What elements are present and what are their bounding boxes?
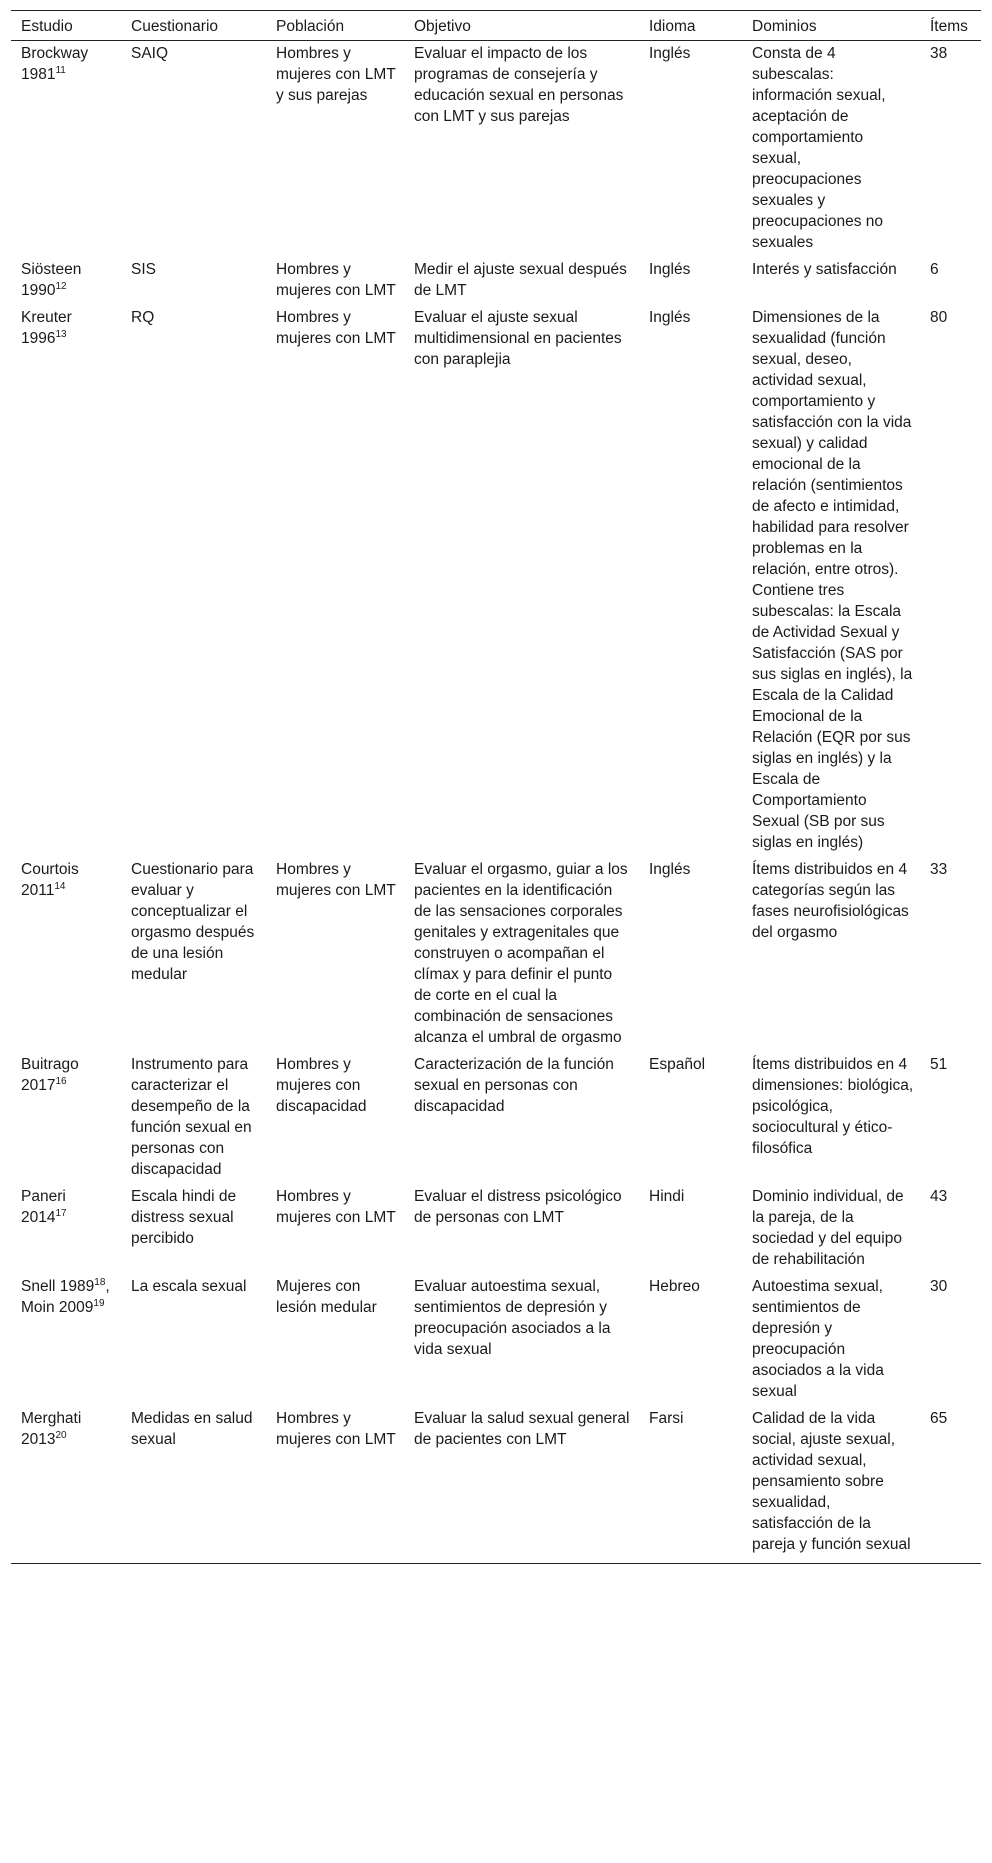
table-header	[11, 11, 981, 41]
cell-objetivo: Caracterización de la función sexual en personas con discapacidad	[414, 1056, 614, 1115]
header-items: Ítems	[920, 11, 981, 41]
header-row	[11, 11, 981, 41]
cell-cuestionario: SIS	[131, 261, 156, 278]
table-body	[11, 41, 981, 1564]
cell-dominios: Calidad de la vida social, ajuste sexual, actividad sexual, pensamiento sobre sexualidad, satisfacción de la pareja y función sexual	[742, 1406, 920, 1564]
reference-number: 18	[94, 1276, 106, 1288]
reference-number: 20	[55, 1429, 67, 1441]
cell-estudio	[11, 305, 121, 857]
cell-objetivo: Evaluar el orgasmo, guiar a los pacientes en la identificación de las sensaciones corporales genitales y extragenitales que construyen o acompañan el clímax y para definir el punto de corte en el cual la combinación de sensaciones alcanza el umbral de orgasmo	[414, 861, 628, 1046]
cell-idioma: Inglés	[649, 861, 691, 878]
cell-estudio	[11, 41, 121, 258]
cell-estudio	[11, 857, 121, 1052]
cell-dominios: Ítems distribuidos en 4 dimensiones: biológica, psicológica, sociocultural y ético-filosófica	[752, 1056, 914, 1157]
study-name: Paneri 2014	[21, 1188, 66, 1226]
cell-idioma: Inglés	[649, 45, 691, 62]
cell-poblacion: Hombres y mujeres con LMT	[276, 309, 396, 347]
cell-cuestionario: RQ	[131, 309, 155, 326]
table-row	[11, 1274, 981, 1406]
study-name: Siösteen 1990	[21, 261, 82, 299]
table-row	[11, 1052, 981, 1184]
cell-items: 6	[930, 261, 939, 278]
cell-objetivo: Evaluar autoestima sexual, sentimientos de depresión y preocupación asociados a la vida sexual	[414, 1278, 611, 1358]
cell-items: 65	[920, 1406, 981, 1564]
table-row	[11, 305, 981, 857]
reference-number: 13	[55, 328, 67, 340]
table-row	[11, 1406, 981, 1564]
separator: ,	[105, 1278, 110, 1295]
cell-items: 33	[930, 861, 948, 878]
cell-cuestionario: Escala hindi de distress sexual percibido	[131, 1188, 237, 1247]
cell-idioma: Inglés	[649, 261, 691, 278]
study-name: Brockway 1981	[21, 45, 89, 83]
study-name: Buitrago 2017	[21, 1056, 79, 1094]
header-estudio: Estudio	[11, 11, 121, 41]
cell-poblacion: Hombres y mujeres con discapacidad	[276, 1056, 367, 1115]
cell-estudio	[11, 1184, 121, 1274]
cell-idioma: Hindi	[649, 1188, 685, 1205]
cell-cuestionario: Cuestionario para evaluar y conceptualizar el orgasmo después de una lesión medular	[131, 861, 255, 983]
cell-idioma: Hebreo	[649, 1278, 700, 1295]
reference-number: 17	[55, 1207, 67, 1219]
cell-dominios: Consta de 4 subescalas: información sexual, aceptación de comportamiento sexual, preocupaciones sexuales y preocupaciones no sexuales	[752, 45, 886, 251]
cell-estudio	[11, 1052, 121, 1184]
study-name: Snell 1989	[21, 1278, 95, 1295]
cell-objetivo: Evaluar el impacto de los programas de consejería y educación sexual en personas con LMT y sus parejas	[414, 45, 624, 125]
cell-idioma: Inglés	[649, 309, 691, 326]
cell-items: 80	[930, 309, 948, 326]
cell-poblacion: Hombres y mujeres con LMT	[266, 1406, 404, 1564]
reference-number: 12	[55, 280, 67, 292]
study-name: Merghati 2013	[21, 1410, 82, 1448]
header-idioma: Idioma	[639, 11, 742, 41]
cell-cuestionario: Instrumento para caracterizar el desempeño de la función sexual en personas con discapacidad	[131, 1056, 252, 1178]
cell-idioma: Español	[649, 1056, 706, 1073]
cell-items: 38	[930, 45, 948, 62]
header-objetivo: Objetivo	[404, 11, 639, 41]
cell-dominios: Autoestima sexual, sentimientos de depresión y preocupación asociados a la vida sexual	[752, 1278, 884, 1400]
cell-poblacion: Mujeres con lesión medular	[276, 1278, 377, 1316]
cell-items: 51	[930, 1056, 948, 1073]
table-row	[11, 857, 981, 1052]
table-row	[11, 41, 981, 258]
cell-dominios: Interés y satisfacción	[752, 261, 897, 278]
reference-number: 16	[55, 1075, 67, 1087]
cell-estudio	[11, 1406, 121, 1564]
cell-poblacion: Hombres y mujeres con LMT	[276, 1188, 396, 1226]
cell-cuestionario: SAIQ	[131, 45, 169, 62]
header-cuestionario: Cuestionario	[121, 11, 266, 41]
header-dominios: Dominios	[742, 11, 920, 41]
cell-cuestionario: La escala sexual	[131, 1278, 247, 1295]
cell-dominios: Dominio individual, de la pareja, de la sociedad y del equipo de rehabilitación	[752, 1188, 904, 1268]
cell-dominios: Dimensiones de la sexualidad (función sexual, deseo, actividad sexual, comportamiento y satisfacción con la vida sexual) y calidad emocional de la relación (sentimientos de afecto e intimidad, habilidad para resolver problemas en la relación, entre otros). Contiene tres subescalas: la Escala de Actividad Sexual y Satisfacción (SAS por sus siglas en inglés), la Escala de la Calidad Emocional de la Relación (EQR por sus siglas en inglés) y la Escala de Comportamiento Sexual (SB por sus siglas en inglés)	[752, 309, 913, 851]
cell-items: 43	[930, 1188, 948, 1205]
cell-poblacion: Hombres y mujeres con LMT	[276, 261, 396, 299]
reference-number: 11	[55, 64, 66, 76]
cell-cuestionario: Medidas en salud sexual	[121, 1406, 266, 1564]
cell-objetivo: Medir el ajuste sexual después de LMT	[414, 261, 627, 299]
questionnaire-table	[11, 10, 981, 1564]
header-poblacion: Población	[266, 11, 404, 41]
reference-number-secondary: 19	[93, 1297, 105, 1309]
cell-idioma: Farsi	[639, 1406, 742, 1564]
cell-items: 30	[930, 1278, 948, 1295]
study-name-secondary: Moin 2009	[21, 1299, 94, 1316]
cell-objetivo: Evaluar el distress psicológico de personas con LMT	[414, 1188, 622, 1226]
study-name: Kreuter 1996	[21, 309, 72, 347]
cell-estudio	[11, 257, 121, 305]
cell-poblacion: Hombres y mujeres con LMT	[276, 861, 396, 899]
cell-objetivo: Evaluar la salud sexual general de pacientes con LMT	[404, 1406, 639, 1564]
cell-dominios: Ítems distribuidos en 4 categorías según las fases neurofisiológicas del orgasmo	[752, 861, 909, 941]
study-name: Courtois 2011	[21, 861, 79, 899]
reference-number: 14	[54, 880, 66, 892]
cell-objetivo: Evaluar el ajuste sexual multidimensional en pacientes con paraplejia	[414, 309, 622, 368]
cell-poblacion: Hombres y mujeres con LMT y sus parejas	[276, 45, 396, 104]
cell-estudio	[11, 1274, 121, 1406]
table-row	[11, 257, 981, 305]
table-row	[11, 1184, 981, 1274]
